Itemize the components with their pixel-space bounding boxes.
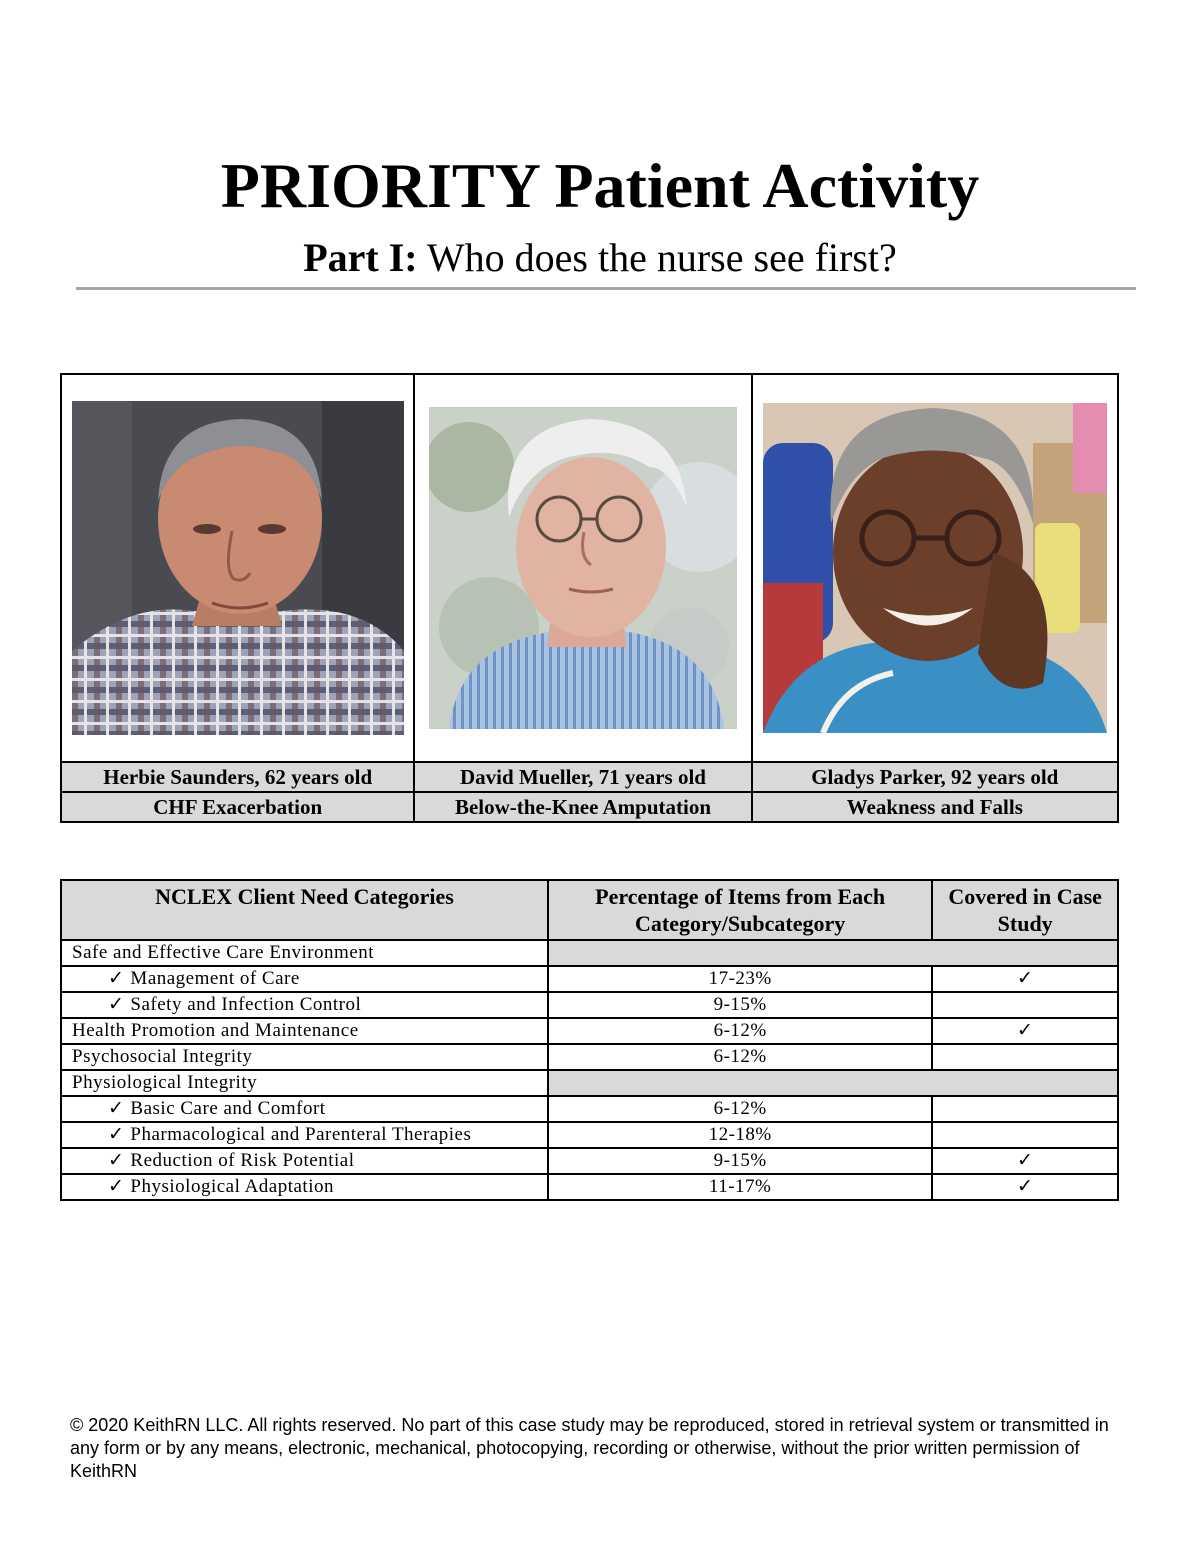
patient-condition: Below-the-Knee Amputation: [414, 792, 751, 822]
patient-name: David Mueller, 71 years old: [414, 762, 751, 792]
subcategory-cell: [61, 1148, 548, 1174]
table-row: [61, 1174, 1118, 1200]
title-divider: [76, 287, 1136, 290]
patient-photo-cell: [752, 374, 1118, 762]
covered-checkmark: ✓: [932, 1018, 1118, 1044]
patient-photo-herbie: [72, 401, 404, 735]
covered-checkmark: [932, 1122, 1118, 1148]
table-row: [61, 966, 1118, 992]
checkmark-icon: ✓: [108, 1098, 125, 1119]
patient-photo-cell: [414, 374, 751, 762]
nclex-categories-table: [60, 879, 1119, 1201]
checkmark-icon: ✓: [108, 968, 125, 989]
subcategory-label: Pharmacological and Parenteral Therapies: [130, 1124, 472, 1145]
category-label: Psychosocial Integrity: [61, 1044, 548, 1070]
subcategory-cell: [61, 992, 548, 1018]
page-title: PRIORITY Patient Activity: [220, 150, 980, 221]
subcategory-label: Basic Care and Comfort: [130, 1098, 326, 1119]
patient-condition: CHF Exacerbation: [61, 792, 414, 822]
subcategory-cell: [61, 1174, 548, 1200]
table-row: [61, 1018, 1118, 1044]
shaded-cell: [548, 1070, 1118, 1096]
percentage-value: 9-15%: [548, 1148, 932, 1174]
column-header-percentage: Percentage of Items from Each Category/Subcategory: [548, 880, 932, 940]
patient-condition: Weakness and Falls: [752, 792, 1118, 822]
table-row: [61, 1122, 1118, 1148]
table-row: [61, 1044, 1118, 1070]
percentage-value: 11-17%: [548, 1174, 932, 1200]
checkmark-icon: ✓: [108, 1176, 125, 1197]
shaded-cell: [548, 940, 1118, 966]
category-label: Physiological Integrity: [61, 1070, 548, 1096]
column-header-category: NCLEX Client Need Categories: [61, 880, 548, 940]
percentage-value: 12-18%: [548, 1122, 932, 1148]
covered-checkmark: ✓: [932, 966, 1118, 992]
table-header-row: [61, 880, 1118, 940]
percentage-value: 6-12%: [548, 1044, 932, 1070]
column-header-covered: Covered in Case Study: [932, 880, 1118, 940]
subcategory-cell: [61, 1096, 548, 1122]
percentage-value: 6-12%: [548, 1096, 932, 1122]
subcategory-cell: [61, 1122, 548, 1148]
page-subtitle: [0, 232, 1200, 284]
covered-checkmark: ✓: [932, 1174, 1118, 1200]
table-row: [61, 1096, 1118, 1122]
patient-name: Gladys Parker, 92 years old: [752, 762, 1118, 792]
subcategory-label: Reduction of Risk Potential: [130, 1150, 355, 1171]
covered-checkmark: [932, 992, 1118, 1018]
copyright-footer: © 2020 KeithRN LLC. All rights reserved. No part of this case study may be reproduced, stored in retrieval system or transmitted in any form or by any means, electronic, mechanical, photocopying, recording or otherwise, without the prior written permission of KeithRN: [70, 1415, 1109, 1481]
patients-table: [60, 373, 1119, 823]
covered-checkmark: [932, 1096, 1118, 1122]
patient-photo-cell: [61, 374, 414, 762]
table-row: [61, 1148, 1118, 1174]
subcategory-label: Management of Care: [130, 968, 300, 989]
table-row: [61, 992, 1118, 1018]
covered-checkmark: [932, 1044, 1118, 1070]
subtitle-part-label: Part I:: [303, 235, 418, 280]
percentage-value: 9-15%: [548, 992, 932, 1018]
table-row: [61, 1070, 1118, 1096]
checkmark-icon: ✓: [108, 1124, 125, 1145]
patient-photo-gladys: [763, 403, 1107, 733]
checkmark-icon: ✓: [108, 994, 125, 1015]
subcategory-label: Physiological Adaptation: [130, 1176, 334, 1197]
subcategory-cell: [61, 966, 548, 992]
covered-checkmark: ✓: [932, 1148, 1118, 1174]
category-label: Safe and Effective Care Environment: [61, 940, 548, 966]
category-label: Health Promotion and Maintenance: [61, 1018, 548, 1044]
percentage-value: 6-12%: [548, 1018, 932, 1044]
patient-photo-david: [429, 407, 737, 729]
table-row: [61, 940, 1118, 966]
subtitle-question: Who does the nurse see first?: [417, 235, 897, 280]
percentage-value: 17-23%: [548, 966, 932, 992]
patient-name: Herbie Saunders, 62 years old: [61, 762, 414, 792]
checkmark-icon: ✓: [108, 1150, 125, 1171]
subcategory-label: Safety and Infection Control: [130, 994, 362, 1015]
